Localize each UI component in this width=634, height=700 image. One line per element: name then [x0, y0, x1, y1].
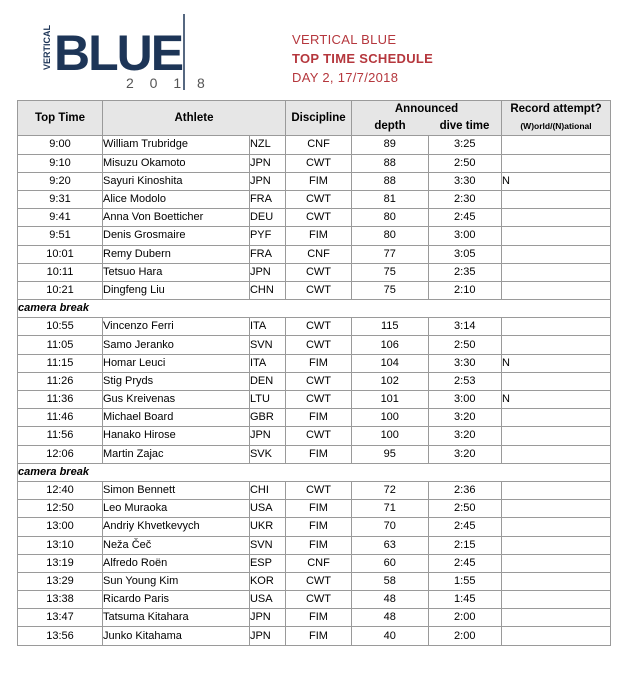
cell-country: JPN	[249, 609, 285, 627]
cell-country: ITA	[249, 354, 285, 372]
cell-record	[502, 136, 611, 154]
cell-dive-time: 3:20	[428, 427, 502, 445]
cell-top-time: 11:36	[18, 391, 103, 409]
cell-athlete: Samo Jeranko	[103, 336, 250, 354]
header-discipline: Discipline	[286, 101, 352, 136]
cell-country: UKR	[249, 518, 285, 536]
table-row	[18, 409, 611, 427]
table-row	[18, 500, 611, 518]
cell-depth: 60	[352, 554, 429, 572]
cell-top-time: 12:50	[18, 500, 103, 518]
table-row	[18, 554, 611, 572]
cell-discipline: CWT	[286, 209, 352, 227]
cell-discipline: CWT	[286, 591, 352, 609]
camera-break-row	[18, 463, 611, 481]
cell-depth: 106	[352, 336, 429, 354]
cell-country: SVN	[249, 536, 285, 554]
table-row	[18, 481, 611, 499]
day-label: DAY 2, 17/7/2018	[292, 70, 399, 85]
cell-top-time: 12:06	[18, 445, 103, 463]
cell-dive-time: 2:53	[428, 372, 502, 390]
vertical-blue-logo	[28, 12, 228, 92]
cell-depth: 100	[352, 409, 429, 427]
cell-discipline: CWT	[286, 391, 352, 409]
cell-dive-time: 3:14	[428, 318, 502, 336]
table-row	[18, 245, 611, 263]
table-row	[18, 518, 611, 536]
cell-record	[502, 518, 611, 536]
cell-athlete: Anna Von Boetticher	[103, 209, 250, 227]
cell-depth: 48	[352, 609, 429, 627]
cell-dive-time: 3:30	[428, 354, 502, 372]
cell-record	[502, 481, 611, 499]
cell-dive-time: 2:50	[428, 500, 502, 518]
cell-record: N	[502, 391, 611, 409]
cell-country: NZL	[249, 136, 285, 154]
cell-record	[502, 227, 611, 245]
table-row	[18, 627, 611, 645]
cell-dive-time: 2:50	[428, 336, 502, 354]
cell-discipline: FIM	[286, 500, 352, 518]
cell-dive-time: 3:25	[428, 136, 502, 154]
cell-country: GBR	[249, 409, 285, 427]
cell-discipline: FIM	[286, 172, 352, 190]
cell-discipline: CWT	[286, 427, 352, 445]
cell-top-time: 10:11	[18, 263, 103, 281]
cell-country: SVK	[249, 445, 285, 463]
cell-country: DEU	[249, 209, 285, 227]
cell-athlete: Martin Zajac	[103, 445, 250, 463]
cell-depth: 95	[352, 445, 429, 463]
cell-top-time: 10:55	[18, 318, 103, 336]
cell-athlete: Michael Board	[103, 409, 250, 427]
cell-depth: 80	[352, 227, 429, 245]
cell-record	[502, 536, 611, 554]
table-row	[18, 445, 611, 463]
header-record	[502, 101, 611, 136]
cell-record	[502, 245, 611, 263]
table-row	[18, 391, 611, 409]
cell-athlete: Andriy Khvetkevych	[103, 518, 250, 536]
cell-dive-time: 2:45	[428, 554, 502, 572]
cell-discipline: FIM	[286, 445, 352, 463]
cell-country: ESP	[249, 554, 285, 572]
cell-dive-time: 3:00	[428, 227, 502, 245]
cell-athlete: Sayuri Kinoshita	[103, 172, 250, 190]
cell-discipline: CWT	[286, 318, 352, 336]
camera-break-label: camera break	[18, 300, 611, 318]
cell-depth: 81	[352, 190, 429, 208]
cell-depth: 88	[352, 172, 429, 190]
table-row	[18, 372, 611, 390]
cell-depth: 40	[352, 627, 429, 645]
table-row	[18, 281, 611, 299]
cell-discipline: CWT	[286, 281, 352, 299]
table-row	[18, 318, 611, 336]
table-row	[18, 209, 611, 227]
cell-top-time: 13:00	[18, 518, 103, 536]
table-row	[18, 336, 611, 354]
cell-depth: 100	[352, 427, 429, 445]
table-row	[18, 572, 611, 590]
cell-country: JPN	[249, 172, 285, 190]
cell-dive-time: 2:45	[428, 518, 502, 536]
header-dive-time: dive time	[428, 118, 502, 136]
cell-athlete: Hanako Hirose	[103, 427, 250, 445]
camera-break-label: camera break	[18, 463, 611, 481]
table-row	[18, 172, 611, 190]
table-row	[18, 427, 611, 445]
cell-country: USA	[249, 591, 285, 609]
cell-athlete: Misuzu Okamoto	[103, 154, 250, 172]
cell-country: FRA	[249, 245, 285, 263]
cell-discipline: FIM	[286, 227, 352, 245]
schedule-table	[17, 100, 611, 646]
cell-country: JPN	[249, 427, 285, 445]
cell-depth: 88	[352, 154, 429, 172]
cell-top-time: 9:31	[18, 190, 103, 208]
cell-record	[502, 281, 611, 299]
cell-top-time: 13:29	[18, 572, 103, 590]
cell-record: N	[502, 172, 611, 190]
cell-athlete: Alice Modolo	[103, 190, 250, 208]
cell-discipline: FIM	[286, 518, 352, 536]
table-row	[18, 263, 611, 281]
cell-country: JPN	[249, 627, 285, 645]
cell-record	[502, 554, 611, 572]
cell-athlete: Leo Muraoka	[103, 500, 250, 518]
table-row	[18, 609, 611, 627]
cell-depth: 63	[352, 536, 429, 554]
cell-discipline: FIM	[286, 536, 352, 554]
cell-country: DEN	[249, 372, 285, 390]
cell-top-time: 11:56	[18, 427, 103, 445]
cell-dive-time: 3:30	[428, 172, 502, 190]
cell-country: CHN	[249, 281, 285, 299]
table-row	[18, 536, 611, 554]
event-name: VERTICAL BLUE	[292, 32, 397, 47]
cell-record	[502, 591, 611, 609]
cell-top-time: 9:41	[18, 209, 103, 227]
cell-athlete: Denis Grosmaire	[103, 227, 250, 245]
cell-athlete: Alfredo Roën	[103, 554, 250, 572]
cell-country: SVN	[249, 336, 285, 354]
cell-athlete: Tetsuo Hara	[103, 263, 250, 281]
cell-country: JPN	[249, 154, 285, 172]
cell-dive-time: 2:45	[428, 209, 502, 227]
cell-dive-time: 3:20	[428, 445, 502, 463]
cell-top-time: 9:20	[18, 172, 103, 190]
cell-top-time: 13:19	[18, 554, 103, 572]
cell-discipline: FIM	[286, 627, 352, 645]
cell-record	[502, 427, 611, 445]
cell-top-time: 11:05	[18, 336, 103, 354]
cell-discipline: FIM	[286, 409, 352, 427]
cell-top-time: 10:01	[18, 245, 103, 263]
cell-depth: 72	[352, 481, 429, 499]
cell-record	[502, 263, 611, 281]
cell-top-time: 13:10	[18, 536, 103, 554]
cell-country: CHI	[249, 481, 285, 499]
cell-depth: 80	[352, 209, 429, 227]
cell-athlete: Sun Young Kim	[103, 572, 250, 590]
camera-break-row	[18, 300, 611, 318]
cell-athlete: Ricardo Paris	[103, 591, 250, 609]
table-row	[18, 354, 611, 372]
title-block	[292, 30, 433, 87]
cell-depth: 75	[352, 263, 429, 281]
cell-depth: 70	[352, 518, 429, 536]
cell-athlete: Homar Leuci	[103, 354, 250, 372]
cell-depth: 77	[352, 245, 429, 263]
cell-athlete: Gus Kreivenas	[103, 391, 250, 409]
cell-athlete: Remy Dubern	[103, 245, 250, 263]
cell-dive-time: 1:45	[428, 591, 502, 609]
schedule-title: TOP TIME SCHEDULE	[292, 51, 434, 66]
cell-record	[502, 627, 611, 645]
cell-record	[502, 190, 611, 208]
cell-top-time: 13:38	[18, 591, 103, 609]
cell-dive-time: 2:30	[428, 190, 502, 208]
cell-discipline: CNF	[286, 554, 352, 572]
cell-depth: 115	[352, 318, 429, 336]
cell-dive-time: 2:36	[428, 481, 502, 499]
table-row	[18, 227, 611, 245]
cell-dive-time: 2:50	[428, 154, 502, 172]
cell-top-time: 11:26	[18, 372, 103, 390]
cell-top-time: 11:46	[18, 409, 103, 427]
cell-record: N	[502, 354, 611, 372]
header-top-time: Top Time	[18, 101, 103, 136]
cell-athlete: Vincenzo Ferri	[103, 318, 250, 336]
cell-depth: 102	[352, 372, 429, 390]
cell-discipline: CWT	[286, 336, 352, 354]
cell-discipline: CWT	[286, 572, 352, 590]
cell-depth: 75	[352, 281, 429, 299]
cell-top-time: 11:15	[18, 354, 103, 372]
cell-discipline: FIM	[286, 354, 352, 372]
cell-athlete: Tatsuma Kitahara	[103, 609, 250, 627]
cell-dive-time: 2:35	[428, 263, 502, 281]
cell-dive-time: 1:55	[428, 572, 502, 590]
header-record-sub: (W)orld/(N)ational	[520, 121, 592, 132]
cell-record	[502, 572, 611, 590]
logo-year: 2 0 1 8	[126, 75, 211, 91]
cell-top-time: 10:21	[18, 281, 103, 299]
cell-discipline: CWT	[286, 263, 352, 281]
cell-athlete: Junko Kitahama	[103, 627, 250, 645]
cell-record	[502, 336, 611, 354]
cell-top-time: 9:00	[18, 136, 103, 154]
cell-top-time: 12:40	[18, 481, 103, 499]
cell-country: ITA	[249, 318, 285, 336]
cell-country: LTU	[249, 391, 285, 409]
table-row	[18, 591, 611, 609]
cell-country: FRA	[249, 190, 285, 208]
cell-dive-time: 3:05	[428, 245, 502, 263]
cell-discipline: CWT	[286, 481, 352, 499]
cell-country: USA	[249, 500, 285, 518]
cell-depth: 48	[352, 591, 429, 609]
cell-athlete: Simon Bennett	[103, 481, 250, 499]
cell-athlete: Stig Pryds	[103, 372, 250, 390]
header-announced: Announced	[352, 101, 502, 119]
table-row	[18, 154, 611, 172]
cell-record	[502, 500, 611, 518]
cell-discipline: CWT	[286, 190, 352, 208]
cell-discipline: CWT	[286, 372, 352, 390]
cell-dive-time: 2:00	[428, 627, 502, 645]
table-row	[18, 190, 611, 208]
header-record-title: Record attempt?	[510, 103, 602, 116]
cell-record	[502, 609, 611, 627]
cell-dive-time: 3:00	[428, 391, 502, 409]
cell-depth: 104	[352, 354, 429, 372]
cell-dive-time: 2:00	[428, 609, 502, 627]
cell-dive-time: 2:15	[428, 536, 502, 554]
cell-country: JPN	[249, 263, 285, 281]
cell-top-time: 13:56	[18, 627, 103, 645]
cell-record	[502, 409, 611, 427]
logo-side-text: VERTICAL	[42, 25, 52, 70]
cell-country: KOR	[249, 572, 285, 590]
cell-discipline: CNF	[286, 136, 352, 154]
cell-depth: 89	[352, 136, 429, 154]
cell-discipline: CWT	[286, 154, 352, 172]
cell-discipline: CNF	[286, 245, 352, 263]
cell-athlete: Neža Čeč	[103, 536, 250, 554]
cell-record	[502, 154, 611, 172]
cell-dive-time: 3:20	[428, 409, 502, 427]
cell-top-time: 9:10	[18, 154, 103, 172]
cell-discipline: FIM	[286, 609, 352, 627]
cell-record	[502, 445, 611, 463]
cell-athlete: Dingfeng Liu	[103, 281, 250, 299]
table-row	[18, 136, 611, 154]
header-athlete: Athlete	[103, 101, 286, 136]
cell-top-time: 9:51	[18, 227, 103, 245]
cell-record	[502, 209, 611, 227]
cell-depth: 58	[352, 572, 429, 590]
cell-record	[502, 318, 611, 336]
cell-athlete: William Trubridge	[103, 136, 250, 154]
cell-top-time: 13:47	[18, 609, 103, 627]
cell-record	[502, 372, 611, 390]
cell-depth: 71	[352, 500, 429, 518]
cell-country: PYF	[249, 227, 285, 245]
header-depth: depth	[352, 118, 429, 136]
logo-main-text: BLUE	[54, 25, 183, 81]
cell-depth: 101	[352, 391, 429, 409]
cell-dive-time: 2:10	[428, 281, 502, 299]
